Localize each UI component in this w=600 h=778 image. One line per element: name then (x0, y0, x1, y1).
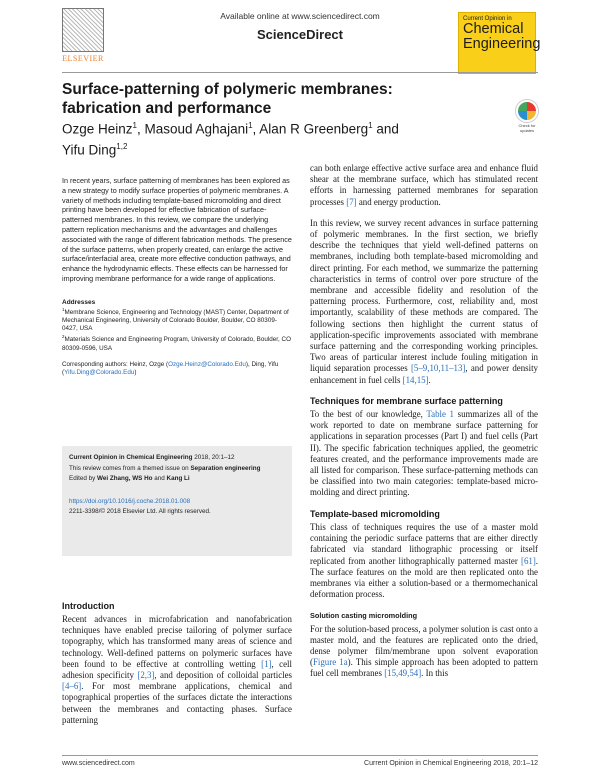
address-1-text: Membrane Science, Engineering and Technology (MAST) Center, Department of Mechanical Engineering, University of Colorado Boulder, Boulder, CO 80309-0427, USA (62, 308, 289, 333)
journal-badge-small: Current Opinion in (463, 16, 512, 22)
corr-suffix: ) (134, 369, 137, 377)
author-name: , Masoud Aghajani (137, 121, 249, 137)
body-text: ). This simple approach has been adopted to pattern fuel cell membranes (310, 657, 538, 679)
article-info-box (62, 446, 292, 556)
header-divider (62, 72, 538, 73)
abstract: In recent years, surface patterning of membranes has been explored as a new strategy to modify surface properties of polymeric membranes. A variety of methods including template-based micromolding and direct printing have been developed for effective fabrication of surface-patterned membranes. In this review, we compare the underlying pattern replication mechanisms and the advantages and challenges associated with the range of different fabrication methods. The presence of the surface patterns, when properly created, can enlarge the active surface/interfacial area, create more effective conduction pathways, and enhance the hydrodynamic effects. These effects can be harnessed for improving membrane performance for a wide range of applications. (62, 176, 292, 283)
author-list (62, 117, 462, 158)
body-text: For the solution-based process, a polymer solution is cast onto a master mold, and the features are replicated onto the dried, dense polymer film/membrane upon solvent evaporation ( (310, 623, 538, 668)
paragraph (310, 218, 538, 386)
sciencedirect-title: ScienceDirect (257, 27, 343, 42)
journal-badge-line2: Engineering (463, 36, 541, 52)
body-text: , and power density enhancement in fuel cells (310, 363, 538, 385)
editor-last: Kang Li (166, 475, 190, 482)
author-conjunction: and (372, 121, 399, 137)
author-name: Ozge Heinz (62, 121, 133, 137)
introduction-text (62, 614, 292, 726)
editors: Wei Zhang, WS Ho (97, 475, 153, 482)
journal-name: Current Opinion in Chemical Engineering (69, 454, 193, 461)
author-affiliation: 1 (132, 121, 137, 130)
journal-ref: 2018, 20:1–12 (192, 454, 235, 461)
address-1 (62, 306, 292, 334)
citation-link[interactable]: [14,15] (402, 374, 429, 385)
footer-url[interactable]: www.sciencedirect.com (62, 760, 135, 767)
body-text: . The surface features on the mold are then replicated onto the membranes via either a solution-based or a thermomechanical deformation process. (310, 555, 538, 600)
footer-citation: Current Opinion in Chemical Engineering 2018, 20:1–12 (364, 760, 538, 767)
paragraph (310, 624, 538, 680)
theme-line (69, 464, 285, 475)
paragraph (310, 522, 538, 600)
body-text: This class of techniques requires the use of a master mold containing the periodic surface patterns that are either directly fabricated via standard lithographic processing or itself replicated from another lithographically patterned master (310, 521, 538, 566)
theme-prefix: This review comes from a themed issue on (69, 464, 191, 472)
citation-link[interactable]: [7] (346, 196, 357, 207)
intro-text: . For most membrane applications, chemical and topographical properties of the surfaces dictate the interactions between the membranes and contacting phases. Surface patterning (62, 681, 292, 725)
check-for-updates-button[interactable] (513, 100, 541, 134)
subsection-heading: Solution casting micromolding (310, 611, 418, 621)
citation-link[interactable]: [2,3] (137, 670, 155, 681)
paragraph (310, 163, 538, 208)
check-updates-label: Check for updates (518, 123, 536, 133)
journal-badge (458, 12, 541, 74)
body-text: In this review, we survey recent advances in surface patterning of polymeric membranes. In the first section, we briefly describe the techniques that yield well-defined patterns on membranes, including both template-based micromolding and direct printing. For each method, we summarize the patterning characteristics in terms of control over pore structure of the membrane and accessible fidelity and resolution of the patterning process. Furthermore, cost, reliability and, most importantly, scalability of these methods are compared. The following sections then highlight the current status of application-specific improvements associated with membrane surface patterning and the corresponding working principles. Two areas of particular interest include fouling mitigation in liquid separation processes (310, 217, 538, 374)
body-text: . (428, 374, 431, 385)
body-text: . In this (421, 668, 449, 679)
journal-badge-line1: Chemical (463, 21, 524, 37)
email-link-ding[interactable]: Yifu.Ding@Colorado.Edu (64, 369, 135, 377)
check-updates-icon (516, 100, 538, 122)
journal-citation (69, 453, 285, 464)
editors-line (69, 474, 285, 485)
paragraph (310, 409, 538, 499)
corr-prefix: Corresponding authors: Heinz, Ozge ( (62, 360, 169, 368)
theme-name: Separation engineering (190, 464, 261, 472)
citation-link[interactable]: [4–6] (62, 681, 82, 692)
figure-link[interactable]: Figure 1a (312, 657, 348, 668)
intro-text: Recent advances in microfabrication and nanofabrication techniques have enabled precise tailoring of polymer surface topography, which has transformed many areas of science and technology. Well-defined patterns on polymeric surfaces have been found to be effective at controlling wetting (62, 614, 292, 669)
citation-link[interactable]: [15,49,54] (384, 668, 422, 679)
address-2 (62, 333, 292, 353)
footer-divider (62, 755, 538, 756)
citation-link[interactable]: [61] (520, 555, 536, 566)
citation-link[interactable]: [1] (261, 658, 272, 669)
author-name: , Alan R Greenberg (252, 121, 369, 137)
author-affiliation: 1,2 (116, 141, 128, 151)
doi-link[interactable]: https://doi.org/10.1016/j.coche.2018.01.008 (69, 497, 191, 505)
section-heading: Techniques for membrane surface patterning (310, 395, 503, 406)
body-text: To the best of our knowledge, (310, 409, 427, 420)
author-name: Yifu Ding (62, 142, 117, 157)
body-text: can both enlarge effective active surface area and enhance fluid shear at the membrane surface, which has stimulated recent efforts in harnessing patterned membranes for separation processes (310, 163, 538, 207)
section-heading: Template-based micromolding (310, 508, 440, 519)
corr-mid: ), Ding, Yifu ( (62, 360, 279, 377)
introduction-heading: Introduction (62, 601, 115, 611)
article-title: Surface-patterning of polymeric membranes: fabrication and performance (62, 81, 393, 117)
author-affiliation: 1 (368, 121, 373, 130)
email-link-heinz[interactable]: Ozge.Heinz@Colorado.Edu (168, 360, 246, 368)
intro-text: , and deposition of colloidal particles (154, 670, 292, 681)
table-link[interactable]: Table 1 (426, 409, 454, 420)
intro-text: , cell adhesion specificity (62, 658, 292, 681)
addresses-heading: Addresses (62, 298, 96, 306)
left-column (62, 176, 292, 377)
right-column (310, 163, 538, 690)
available-online: Available online at www.sciencedirect.com (220, 11, 380, 21)
copyright-line: 2211-3398/© 2018 Elsevier Ltd. All rights reserved. (69, 508, 211, 515)
corresponding-authors (62, 361, 292, 377)
body-text: summarizes all of the work reported to date on membrane surface patterning for applications in separation processes (Part I) and fuel cells (Part II). The specific fabrication techniques applied, the geometric features created, and the performance improvements made are all listed for comparison. These surface-patterning methods can be classified into two main categories: template-based micro-molding and direct printing. (310, 409, 538, 498)
elsevier-wordmark: ELSEVIER (62, 54, 104, 63)
editors-and: and (152, 475, 167, 482)
address-1-marker: 1 (62, 306, 65, 312)
body-text: and energy production. (356, 196, 441, 207)
address-2-text: Materials Science and Engineering Program, University of Colorado, Boulder, CO 80309-0596, USA (62, 336, 291, 352)
address-2-marker: 2 (62, 334, 65, 340)
author-affiliation: 1 (248, 121, 253, 130)
citation-link[interactable]: [5–9,10,11–13] (410, 363, 466, 374)
edited-prefix: Edited by (69, 475, 98, 482)
